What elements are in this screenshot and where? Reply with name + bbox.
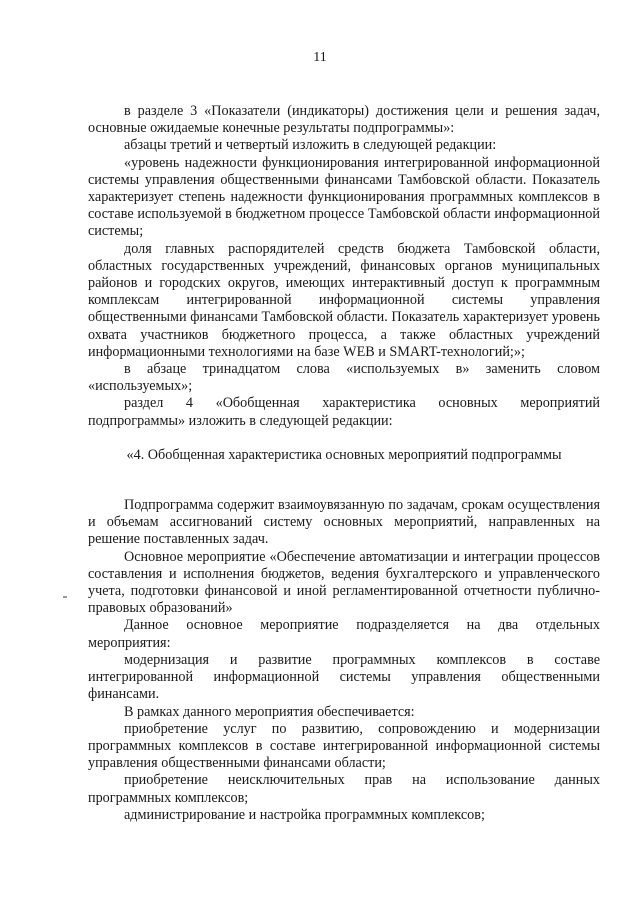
- paragraph-services-purchase: приобретение услуг по развитию, сопровождению и модернизации программных комплексов в составе интегрированной информационной системы управления общественными финансами области;: [88, 720, 600, 772]
- paragraph-modernization: модернизация и развитие программных комплексов в составе интегрированной информационной системы управления общественными финансами.: [88, 651, 600, 703]
- page-number: 11: [313, 50, 327, 65]
- paragraph-administration: администрирование и настройка программных комплексов;: [124, 806, 485, 823]
- spacer: [88, 430, 600, 447]
- document-body: [88, 103, 600, 824]
- paragraph-paragraphs-3-4: абзацы третий и четвертый изложить в следующей редакции:: [124, 137, 497, 154]
- paragraph-reliability-indicator: «уровень надежности функционирования интегрированной информационной системы управления общественными финансами Тамбовской области. Показатель характеризует степень надежности функционирования программных комплексов в составе используемой в бюджетном процессе Тамбовской области информационной системы;: [88, 154, 600, 240]
- paragraph-section3-intro: в разделе 3 «Показатели (индикаторы) достижения цели и решения задач, основные ожидаемые конечные результаты подпрограммы»:: [88, 103, 600, 137]
- section-heading: «4. Обобщенная характеристика основных мероприятий подпрограммы: [126, 446, 562, 463]
- paragraph-main-activity: Основное мероприятие «Обеспечение автоматизации и интеграции процессов составления и исполнения бюджетов, ведения бухгалтерского и управленческого учета, подготовки финансовой и иной регламентированной отчетности публично-правовых образований»: [88, 548, 600, 617]
- paragraph-two-activities: Данное основное мероприятие подразделяется на два отдельных мероприятия:: [88, 617, 600, 651]
- spacer: [88, 464, 600, 497]
- paragraph-subprogram-system: Подпрограмма содержит взаимоувязанную по задачам, срокам осуществления и объемам ассигнований систему основных мероприятий, направленных на решение поставленных задач.: [88, 497, 600, 548]
- paragraph-within-activity: В рамках данного мероприятия обеспечивается:: [124, 703, 415, 720]
- paragraph-access-share-indicator: доля главных распорядителей средств бюджета Тамбовской области, областных государственных учреждений, финансовых органов муниципальных районов и городских округов, имеющих интерактивный доступ к программным комплексам интегрированной информационной системы управления общественными финансами Тамбовской области. Показатель характеризует уровень охвата участников бюджетного процесса, а также областных учреждений информационными технологиями на базе WEB и SMART-технологий;»;: [88, 240, 600, 360]
- paragraph-section4-intro: раздел 4 «Обобщенная характеристика основных мероприятий подпрограммы» изложить в следующей редакции:: [88, 395, 600, 429]
- scan-margin-mark: [63, 596, 67, 598]
- paragraph-license-purchase: приобретение неисключительных прав на использование данных программных комплексов;: [88, 772, 600, 806]
- paragraph-thirteenth-paragraph: в абзаце тринадцатом слова «используемых в» заменить словом «используемых»;: [88, 361, 600, 395]
